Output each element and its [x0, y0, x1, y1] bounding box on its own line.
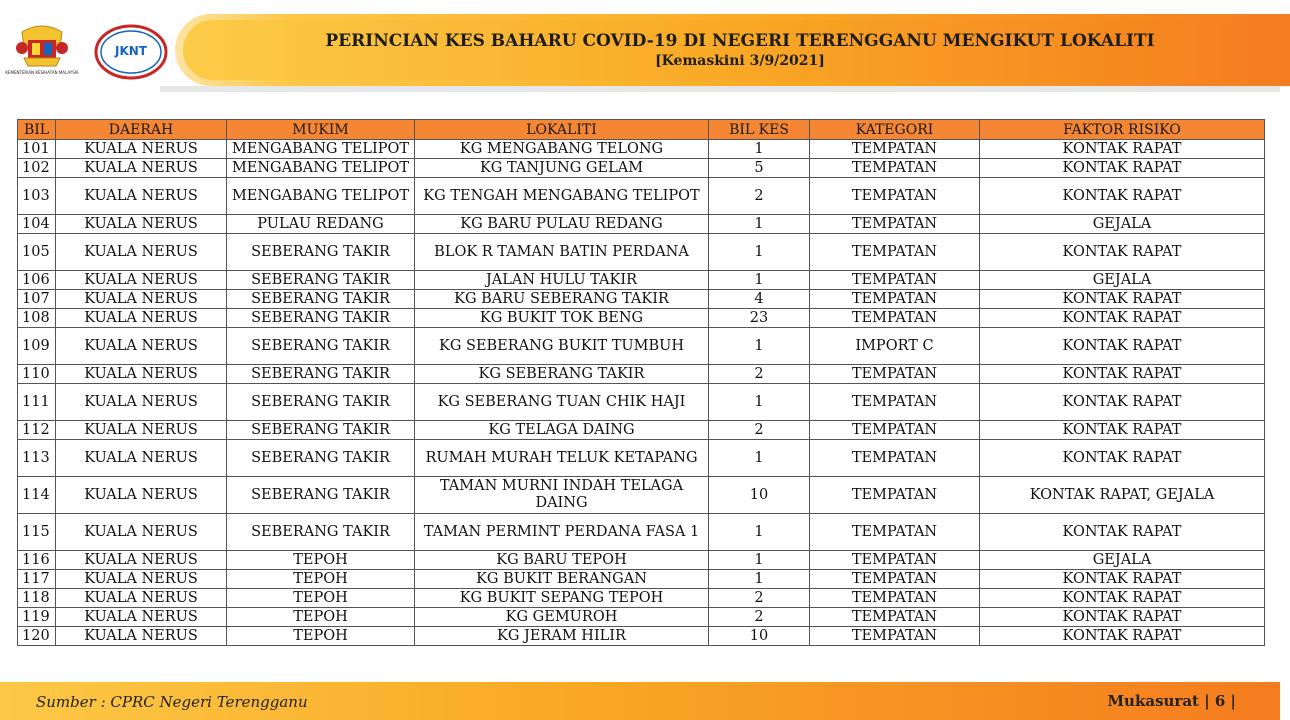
cell-lokaliti: KG BUKIT SEPANG TEPOH	[415, 589, 709, 608]
logo-group	[5, 18, 170, 88]
cell-faktor-risiko: KONTAK RAPAT	[980, 440, 1265, 477]
cell-kategori: TEMPATAN	[810, 215, 980, 234]
update-date: [Kemaskini 3/9/2021]	[655, 53, 825, 69]
cell-mukim: SEBERANG TAKIR	[227, 271, 415, 290]
header-divider	[160, 86, 1280, 92]
cell-bil: 109	[18, 328, 56, 365]
table-row	[18, 477, 1265, 514]
cell-kategori: TEMPATAN	[810, 477, 980, 514]
cell-bil: 112	[18, 421, 56, 440]
cell-daerah: KUALA NERUS	[56, 514, 227, 551]
cell-mukim: TEPOH	[227, 627, 415, 646]
cell-lokaliti: TAMAN MURNI INDAH TELAGA DAING	[415, 477, 709, 514]
cell-kategori: TEMPATAN	[810, 589, 980, 608]
column-header-bil-kes: BIL KES	[709, 120, 810, 140]
cell-kategori: TEMPATAN	[810, 440, 980, 477]
cell-daerah: KUALA NERUS	[56, 384, 227, 421]
cell-faktor-risiko: KONTAK RAPAT	[980, 514, 1265, 551]
cell-mukim: PULAU REDANG	[227, 215, 415, 234]
cell-bil: 111	[18, 384, 56, 421]
cell-mukim: TEPOH	[227, 551, 415, 570]
cell-lokaliti: KG BARU PULAU REDANG	[415, 215, 709, 234]
table-row	[18, 627, 1265, 646]
cell-mukim: MENGABANG TELIPOT	[227, 140, 415, 159]
cell-lokaliti: KG TANJUNG GELAM	[415, 159, 709, 178]
cell-bil: 107	[18, 290, 56, 309]
ministry-of-health-logo	[5, 22, 79, 84]
cell-bil-kes: 1	[709, 328, 810, 365]
cell-bil-kes: 2	[709, 365, 810, 384]
cell-faktor-risiko: KONTAK RAPAT	[980, 178, 1265, 215]
cell-kategori: TEMPATAN	[810, 627, 980, 646]
cell-bil-kes: 1	[709, 384, 810, 421]
cell-daerah: KUALA NERUS	[56, 234, 227, 271]
cell-bil-kes: 2	[709, 589, 810, 608]
column-header-faktor-risiko: FAKTOR RISIKO	[980, 120, 1265, 140]
column-header-mukim: MUKIM	[227, 120, 415, 140]
cell-mukim: SEBERANG TAKIR	[227, 421, 415, 440]
cell-faktor-risiko: KONTAK RAPAT	[980, 608, 1265, 627]
cell-daerah: KUALA NERUS	[56, 140, 227, 159]
cell-bil-kes: 2	[709, 608, 810, 627]
cell-daerah: KUALA NERUS	[56, 627, 227, 646]
cell-faktor-risiko: KONTAK RAPAT	[980, 159, 1265, 178]
table-row	[18, 178, 1265, 215]
cell-bil-kes: 1	[709, 570, 810, 589]
cell-bil: 115	[18, 514, 56, 551]
cell-bil: 102	[18, 159, 56, 178]
cell-kategori: TEMPATAN	[810, 514, 980, 551]
table-row	[18, 215, 1265, 234]
cell-lokaliti: KG MENGABANG TELONG	[415, 140, 709, 159]
cell-mukim: SEBERANG TAKIR	[227, 440, 415, 477]
page-header	[0, 0, 1280, 110]
column-header-lokaliti: LOKALITI	[415, 120, 709, 140]
cell-bil-kes: 2	[709, 421, 810, 440]
cell-bil-kes: 4	[709, 290, 810, 309]
cell-kategori: TEMPATAN	[810, 570, 980, 589]
cell-kategori: TEMPATAN	[810, 608, 980, 627]
cell-daerah: KUALA NERUS	[56, 159, 227, 178]
table-row	[18, 159, 1265, 178]
cell-mukim: SEBERANG TAKIR	[227, 309, 415, 328]
cell-faktor-risiko: KONTAK RAPAT	[980, 328, 1265, 365]
cell-daerah: KUALA NERUS	[56, 178, 227, 215]
cell-kategori: TEMPATAN	[810, 178, 980, 215]
table-row	[18, 140, 1265, 159]
cell-lokaliti: KG BUKIT TOK BENG	[415, 309, 709, 328]
cell-lokaliti: KG JERAM HILIR	[415, 627, 709, 646]
page-title: PERINCIAN KES BAHARU COVID-19 DI NEGERI TERENGGANU MENGIKUT LOKALITI	[325, 31, 1155, 51]
table-header-row	[18, 120, 1265, 140]
cell-lokaliti: KG GEMUROH	[415, 608, 709, 627]
cell-lokaliti: KG TELAGA DAING	[415, 421, 709, 440]
cell-mukim: SEBERANG TAKIR	[227, 290, 415, 309]
cell-lokaliti: RUMAH MURAH TELUK KETAPANG	[415, 440, 709, 477]
logo1-caption: KEMENTERIAN KESIHATAN MALAYSIA	[5, 70, 79, 75]
cell-lokaliti: KG BUKIT BERANGAN	[415, 570, 709, 589]
cell-bil: 106	[18, 271, 56, 290]
table-row	[18, 309, 1265, 328]
cell-daerah: KUALA NERUS	[56, 328, 227, 365]
cell-mukim: SEBERANG TAKIR	[227, 384, 415, 421]
cell-bil: 103	[18, 178, 56, 215]
cell-kategori: TEMPATAN	[810, 365, 980, 384]
cell-bil: 119	[18, 608, 56, 627]
cell-daerah: KUALA NERUS	[56, 271, 227, 290]
cell-bil: 108	[18, 309, 56, 328]
cell-bil: 110	[18, 365, 56, 384]
table-row	[18, 328, 1265, 365]
cell-kategori: TEMPATAN	[810, 384, 980, 421]
cell-bil: 120	[18, 627, 56, 646]
cell-lokaliti: TAMAN PERMINT PERDANA FASA 1	[415, 514, 709, 551]
cell-faktor-risiko: KONTAK RAPAT	[980, 290, 1265, 309]
cell-faktor-risiko: GEJALA	[980, 551, 1265, 570]
cell-faktor-risiko: KONTAK RAPAT	[980, 589, 1265, 608]
table-row	[18, 271, 1265, 290]
cell-bil-kes: 1	[709, 234, 810, 271]
cell-mukim: TEPOH	[227, 608, 415, 627]
cell-mukim: SEBERANG TAKIR	[227, 365, 415, 384]
cell-daerah: KUALA NERUS	[56, 551, 227, 570]
cell-daerah: KUALA NERUS	[56, 215, 227, 234]
column-header-kategori: KATEGORI	[810, 120, 980, 140]
cell-daerah: KUALA NERUS	[56, 290, 227, 309]
cell-kategori: TEMPATAN	[810, 271, 980, 290]
cell-kategori: TEMPATAN	[810, 140, 980, 159]
cell-bil-kes: 5	[709, 159, 810, 178]
cell-lokaliti: KG SEBERANG TAKIR	[415, 365, 709, 384]
cell-kategori: TEMPATAN	[810, 159, 980, 178]
cell-mukim: SEBERANG TAKIR	[227, 514, 415, 551]
cell-daerah: KUALA NERUS	[56, 477, 227, 514]
table-row	[18, 421, 1265, 440]
cell-faktor-risiko: KONTAK RAPAT	[980, 309, 1265, 328]
cell-daerah: KUALA NERUS	[56, 365, 227, 384]
cell-daerah: KUALA NERUS	[56, 309, 227, 328]
cell-kategori: TEMPATAN	[810, 234, 980, 271]
table-row	[18, 551, 1265, 570]
cell-bil: 105	[18, 234, 56, 271]
jknt-logo	[94, 24, 168, 80]
table-row	[18, 440, 1265, 477]
cell-faktor-risiko: KONTAK RAPAT	[980, 627, 1265, 646]
cell-mukim: MENGABANG TELIPOT	[227, 178, 415, 215]
cell-daerah: KUALA NERUS	[56, 589, 227, 608]
table-row	[18, 290, 1265, 309]
cell-daerah: KUALA NERUS	[56, 570, 227, 589]
cell-faktor-risiko: KONTAK RAPAT	[980, 570, 1265, 589]
cell-lokaliti: KG SEBERANG BUKIT TUMBUH	[415, 328, 709, 365]
cell-bil-kes: 10	[709, 477, 810, 514]
source-note: Sumber : CPRC Negeri Terengganu	[36, 693, 308, 711]
cell-bil: 114	[18, 477, 56, 514]
cell-bil-kes: 2	[709, 178, 810, 215]
table-row	[18, 234, 1265, 271]
table-row	[18, 570, 1265, 589]
cell-lokaliti: BLOK R TAMAN BATIN PERDANA	[415, 234, 709, 271]
cell-bil: 101	[18, 140, 56, 159]
table-row	[18, 589, 1265, 608]
column-header-daerah: DAERAH	[56, 120, 227, 140]
cell-bil: 104	[18, 215, 56, 234]
cell-mukim: SEBERANG TAKIR	[227, 477, 415, 514]
cell-lokaliti: KG BARU TEPOH	[415, 551, 709, 570]
cell-bil: 116	[18, 551, 56, 570]
cell-kategori: TEMPATAN	[810, 290, 980, 309]
cell-mukim: SEBERANG TAKIR	[227, 234, 415, 271]
table-row	[18, 365, 1265, 384]
cell-bil-kes: 1	[709, 514, 810, 551]
cell-lokaliti: KG TENGAH MENGABANG TELIPOT	[415, 178, 709, 215]
cell-faktor-risiko: KONTAK RAPAT	[980, 365, 1265, 384]
cell-bil: 117	[18, 570, 56, 589]
cell-bil-kes: 23	[709, 309, 810, 328]
cell-daerah: KUALA NERUS	[56, 421, 227, 440]
cell-faktor-risiko: GEJALA	[980, 271, 1265, 290]
cell-bil-kes: 1	[709, 215, 810, 234]
cell-mukim: TEPOH	[227, 589, 415, 608]
column-header-bil: BIL	[18, 120, 56, 140]
cell-mukim: SEBERANG TAKIR	[227, 328, 415, 365]
cell-bil-kes: 1	[709, 551, 810, 570]
cell-mukim: TEPOH	[227, 570, 415, 589]
cell-faktor-risiko: KONTAK RAPAT	[980, 234, 1265, 271]
table-row	[18, 608, 1265, 627]
cell-kategori: IMPORT C	[810, 328, 980, 365]
cell-lokaliti: JALAN HULU TAKIR	[415, 271, 709, 290]
cell-bil-kes: 1	[709, 140, 810, 159]
cell-lokaliti: KG SEBERANG TUAN CHIK HAJI	[415, 384, 709, 421]
table-row	[18, 514, 1265, 551]
cell-bil: 118	[18, 589, 56, 608]
cell-daerah: KUALA NERUS	[56, 440, 227, 477]
cases-table	[17, 119, 1265, 646]
cell-faktor-risiko: KONTAK RAPAT	[980, 384, 1265, 421]
logo2-text: JKNT	[115, 44, 147, 58]
table-row	[18, 384, 1265, 421]
cell-faktor-risiko: KONTAK RAPAT	[980, 421, 1265, 440]
cell-kategori: TEMPATAN	[810, 421, 980, 440]
cell-faktor-risiko: GEJALA	[980, 215, 1265, 234]
cell-bil-kes: 10	[709, 627, 810, 646]
cell-faktor-risiko: KONTAK RAPAT, GEJALA	[980, 477, 1265, 514]
cell-daerah: KUALA NERUS	[56, 608, 227, 627]
cell-lokaliti: KG BARU SEBERANG TAKIR	[415, 290, 709, 309]
cell-bil-kes: 1	[709, 271, 810, 290]
cell-mukim: MENGABANG TELIPOT	[227, 159, 415, 178]
cell-kategori: TEMPATAN	[810, 551, 980, 570]
cell-bil: 113	[18, 440, 56, 477]
cell-kategori: TEMPATAN	[810, 309, 980, 328]
cell-bil-kes: 1	[709, 440, 810, 477]
cell-faktor-risiko: KONTAK RAPAT	[980, 140, 1265, 159]
page-number: Mukasurat | 6 |	[1107, 692, 1236, 710]
